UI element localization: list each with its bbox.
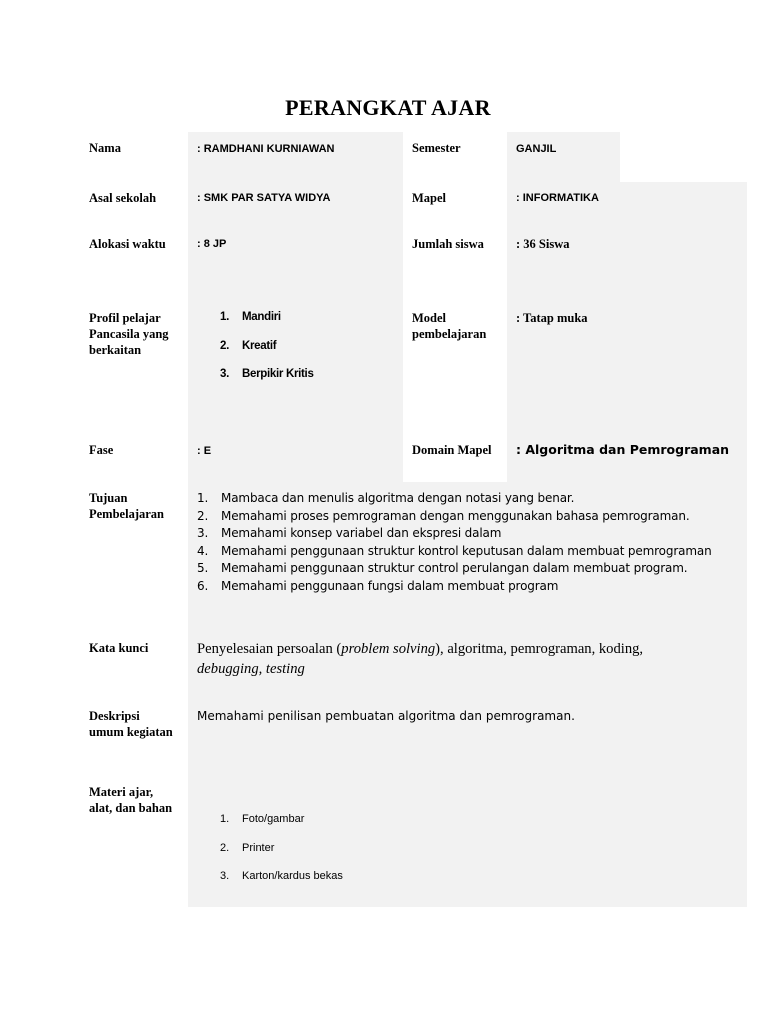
list-item: 2. Memahami proses pemrograman dengan menggunakan bahasa pemrograman. (197, 508, 690, 523)
kata-kunci-value: Penyelesaian persoalan (problem solving), algoritma, pemrograman, koding, debugging, testing (197, 641, 644, 677)
tujuan-label-line-1: Tujuan (89, 491, 128, 505)
right-value-background (507, 182, 747, 482)
list-item: 3. Memahami konsep variabel dan ekspresi dalam (197, 526, 502, 541)
semester-value: GANJIL (516, 143, 557, 155)
list-item: 3. Karton/kardus bekas (220, 870, 343, 882)
alokasi-waktu-value: : 8 JP (197, 238, 227, 250)
list-item: 5. Memahami penggunaan struktur control perulangan dalam membuat program. (197, 561, 688, 576)
domain-value: : Algoritma dan Pemrograman (516, 442, 730, 457)
list-item: 6. Memahami penggunaan fungsi dalam membuat program (197, 578, 559, 593)
materi-list (220, 813, 343, 899)
asal-sekolah-label: Asal sekolah (89, 191, 157, 205)
profil-label-line-3: berkaitan (89, 343, 142, 357)
tujuan-list (197, 490, 712, 596)
list-item: 2. Printer (220, 841, 275, 854)
kata-kunci-label: Kata kunci (89, 641, 149, 655)
semester-value-background (507, 132, 620, 182)
profil-label-line-1: Profil pelajar (89, 311, 161, 325)
tujuan-label (89, 490, 164, 522)
nama-label: Nama (89, 141, 121, 155)
model-label-line-1: Model (412, 311, 447, 325)
materi-label (89, 784, 172, 816)
alokasi-waktu-label: Alokasi waktu (89, 237, 166, 251)
tujuan-label-line-2: Pembelajaran (89, 507, 164, 521)
page-title: PERANGKAT AJAR (285, 95, 491, 120)
deskripsi-label (89, 708, 173, 740)
profil-label-line-2: Pancasila yang (89, 327, 169, 341)
nama-value: : RAMDHANI KURNIAWAN (197, 143, 335, 155)
deskripsi-label-line-2: umum kegiatan (89, 725, 173, 739)
deskripsi-label-line-1: Deskripsi (89, 709, 140, 723)
mapel-label: Mapel (412, 191, 447, 205)
profil-list (220, 311, 314, 397)
materi-label-line-2: alat, dan bahan (89, 801, 173, 815)
model-value: : Tatap muka (516, 311, 588, 325)
list-item: 1. Mandiri (220, 311, 281, 323)
domain-label: Domain Mapel (412, 443, 492, 457)
jumlah-siswa-label: Jumlah siswa (412, 237, 484, 251)
fase-value: : E (197, 445, 212, 457)
list-item: 4. Memahami penggunaan struktur kontrol keputusan dalam membuat pemrograman (197, 543, 712, 558)
mapel-value: : INFORMATIKA (516, 192, 599, 204)
model-label-line-2: pembelajaran (412, 327, 487, 341)
list-item: 1. Mambaca dan menulis algoritma dengan notasi yang benar. (197, 491, 575, 505)
model-label (412, 310, 486, 342)
deskripsi-value: Memahami penilisan pembuatan algoritma dan pemrograman. (197, 709, 575, 723)
list-item: 2. Kreatif (220, 339, 277, 352)
profil-label (89, 310, 169, 358)
jumlah-siswa-value: : 36 Siswa (516, 237, 570, 251)
materi-label-line-1: Materi ajar, (89, 785, 154, 799)
list-item: 1. Foto/gambar (220, 813, 305, 825)
semester-label: Semester (412, 141, 461, 155)
asal-sekolah-value: : SMK PAR SATYA WIDYA (197, 192, 331, 204)
fase-label: Fase (89, 443, 114, 457)
list-item: 3. Berpikir Kritis (220, 368, 314, 380)
